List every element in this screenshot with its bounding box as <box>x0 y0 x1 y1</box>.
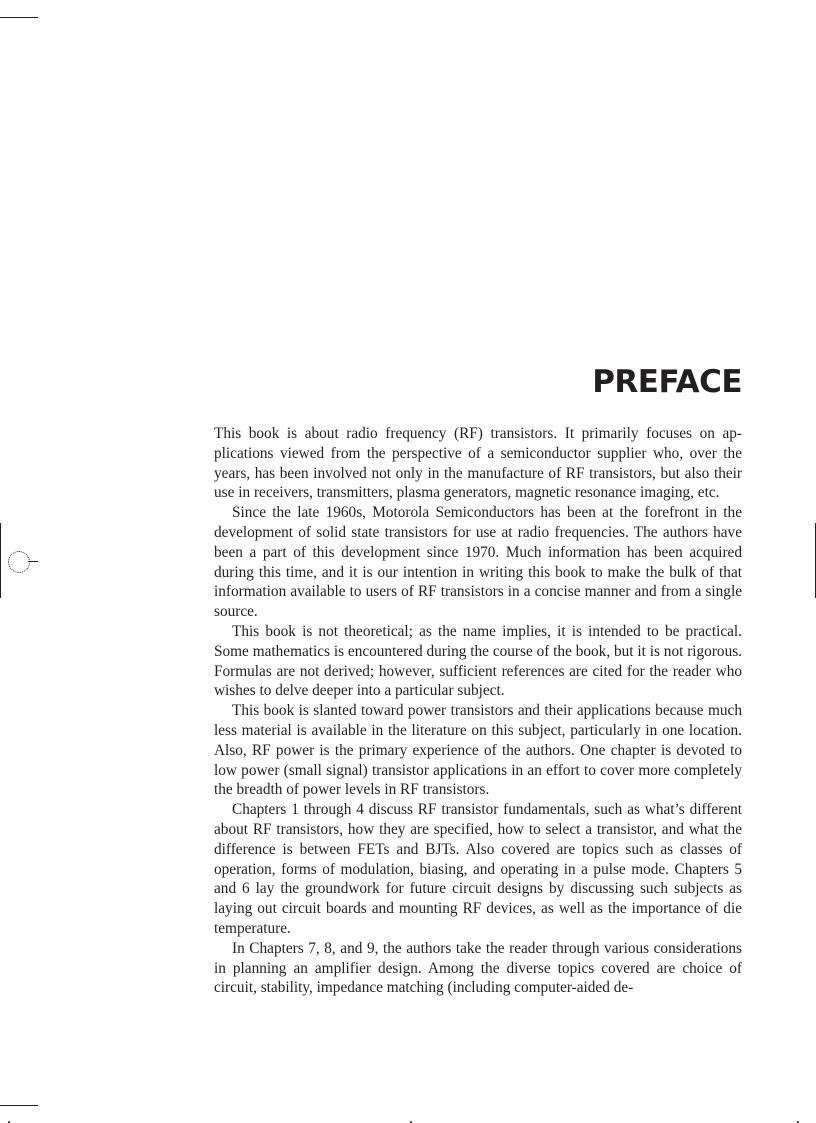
paragraph: This book is slanted toward power transistors and their applications because much less material is available in the literature on this subject, particularly in one location. Also, RF power is the primary experience of the authors. One chapter is devoted to low power (small signal) transistor applications in an effort to cover more completely the breadth of power levels in RF transistors. <box>214 702 742 799</box>
registration-circle-icon <box>8 551 30 573</box>
crop-mark-top-left <box>0 17 38 18</box>
chapter-title: PREFACE <box>592 364 742 400</box>
registration-line-left <box>0 523 1 598</box>
paragraph: This book is about radio frequency (RF) transistors. It primarily focuses on applications viewed from the perspective of a semiconductor supplier who, over the years, has been involved not only in the manufacture of RF transistors, but also their use in receivers, transmitters, plasma generators, magnetic resonance imaging, etc. <box>214 425 742 502</box>
paragraph: Chapters 1 through 4 discuss RF transistor fundamentals, such as what’s different about RF transistors, how they are specified, how to select a transistor, and what the difference is between FETs and BJTs. Also covered are topics such as classes of operation, forms of modulation, biasing, and operating in a pulse mode. Chapters 5 and 6 lay the groundwork for future circuit designs by discussing such subjects as laying out circuit boards and mounting RF devices, as well as the importance of die temperature. <box>214 801 742 937</box>
paragraph: Since the late 1960s, Motorola Semiconductors has been at the forefront in the development of solid state transistors for use at radio frequencies. The authors have been a part of this development since 1970. Much information has been acquired during this time, and it is our intention in writing this book to make the bulk of that information available to users of RF transistors in a concise manner and from a single source. <box>214 504 742 621</box>
crop-mark-bottom-left <box>0 1105 38 1106</box>
preface-body <box>214 424 742 998</box>
paragraph: This book is not theoretical; as the name implies, it is intended to be practical. Some mathematics is encountered during the course of the book, but it is not rigorous. Formulas are not derived; however, sufficient references are cited for the reader who wishes to delve deeper into a particular subject. <box>214 622 742 700</box>
paragraph: In Chapters 7, 8, and 9, the authors take the reader through various considerations in planning an amplifier design. Among the diverse topics covered are choice of circuit, stability, impedance matching (including computer-aided de- <box>214 939 742 997</box>
